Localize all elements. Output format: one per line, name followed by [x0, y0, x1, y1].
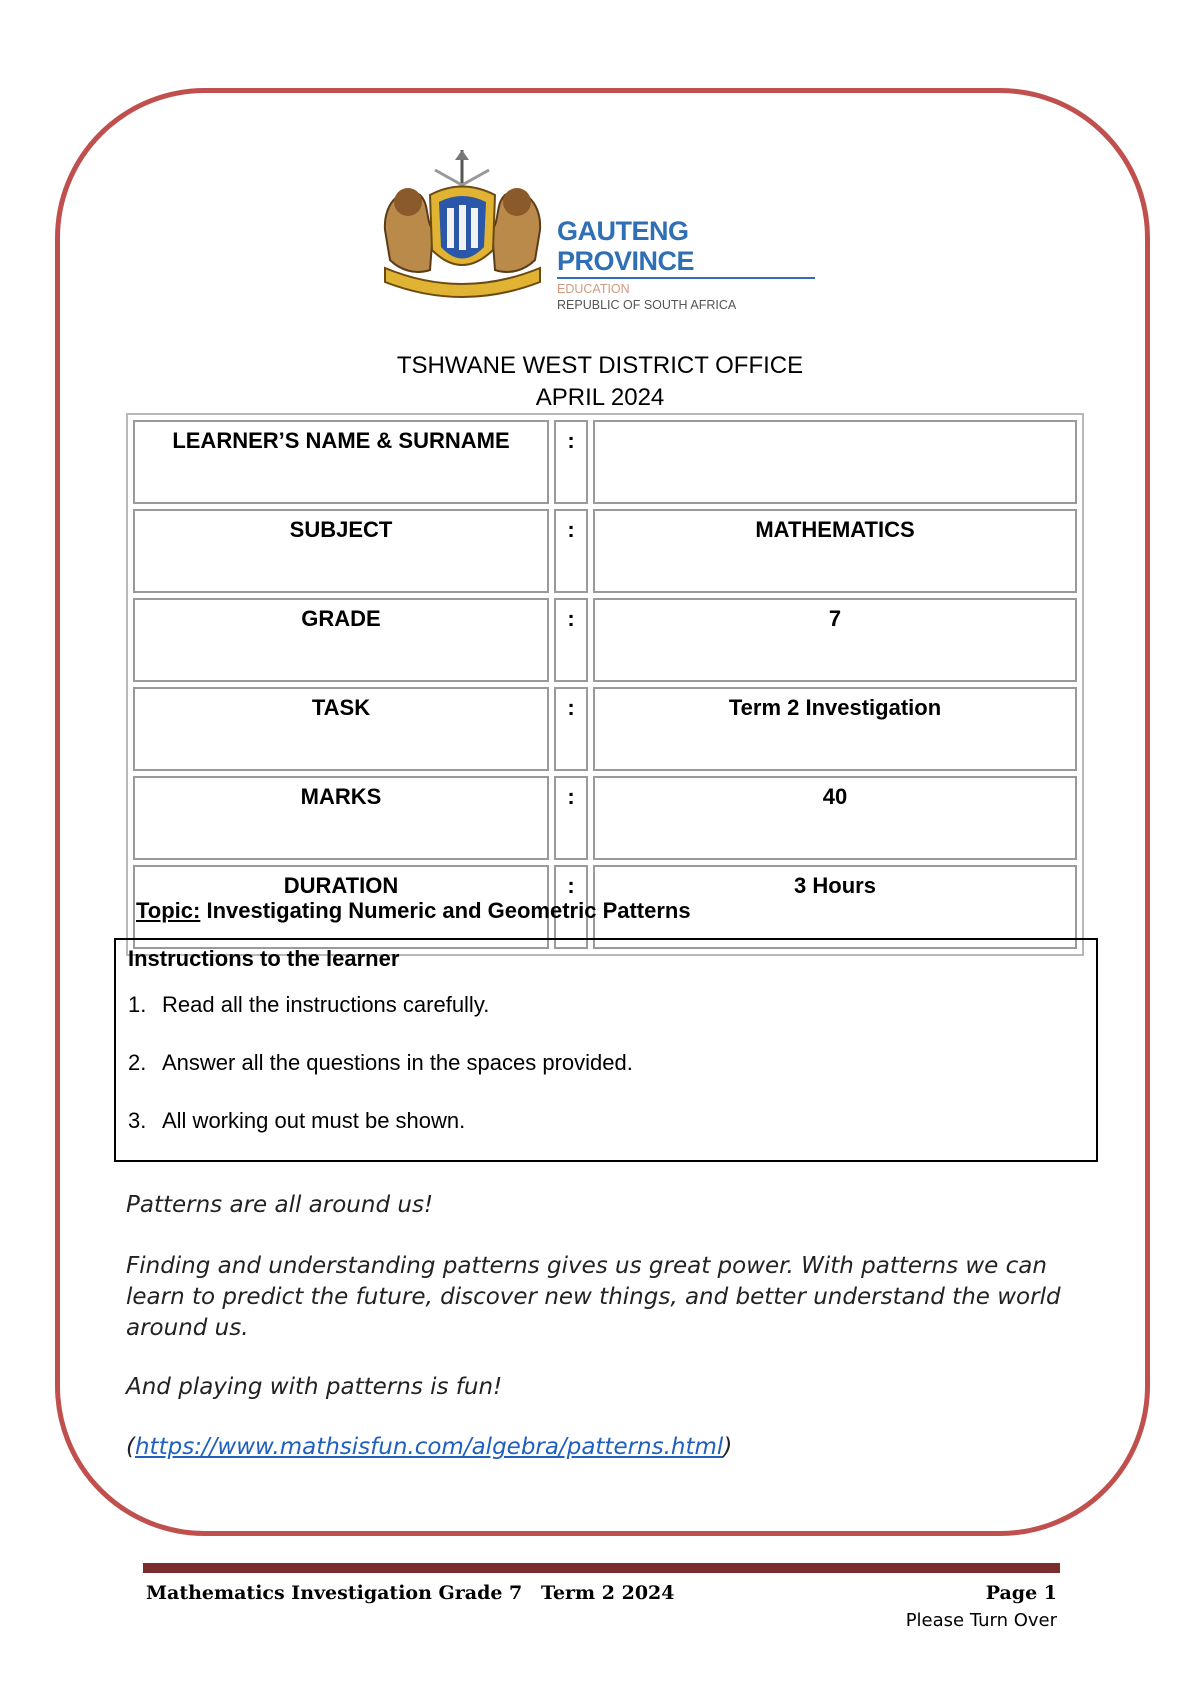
- item-text: Answer all the questions in the spaces provided.: [162, 1050, 633, 1075]
- logo-country: REPUBLIC OF SOUTH AFRICA: [557, 298, 737, 312]
- colon-cell: :: [554, 776, 588, 860]
- table-row: [133, 420, 1077, 504]
- colon-cell: :: [554, 420, 588, 504]
- footer-page-number: Page 1: [985, 1582, 1057, 1604]
- label-cell: TASK: [133, 687, 549, 771]
- label-cell: LEARNER’S NAME & SURNAME: [133, 420, 549, 504]
- learner-name-field[interactable]: [593, 420, 1077, 504]
- colon-cell: :: [554, 865, 588, 949]
- source-citation: [126, 1432, 1086, 1463]
- value-cell: 7: [593, 598, 1077, 682]
- item-number: 2.: [128, 1050, 147, 1075]
- label-cell: GRADE: [133, 598, 549, 682]
- district-office: TSHWANE WEST DISTRICT OFFICE: [396, 352, 804, 379]
- intro-paragraph-3: And playing with patterns is fun!: [126, 1374, 503, 1400]
- footer-divider: [143, 1563, 1060, 1573]
- list-item: [128, 1108, 1084, 1134]
- logo-title: GAUTENG PROVINCE: [557, 216, 815, 279]
- item-text: Read all the instructions carefully.: [162, 992, 490, 1017]
- label-cell: MARKS: [133, 776, 549, 860]
- coat-of-arms-icon: [375, 150, 550, 300]
- item-number: 1.: [128, 992, 147, 1017]
- table-row: [133, 687, 1077, 771]
- table-row: [133, 509, 1077, 593]
- footer-subject: Mathematics Investigation Grade 7: [146, 1582, 523, 1604]
- instructions-title: Instructions to the learner: [128, 946, 400, 971]
- item-number: 3.: [128, 1108, 147, 1133]
- footer-term: Term 2 2024: [541, 1582, 675, 1604]
- exam-date: APRIL 2024: [535, 384, 665, 411]
- source-link[interactable]: https://www.mathsisfun.com/algebra/patterns.html: [134, 1434, 724, 1460]
- gauteng-logo: [375, 150, 815, 312]
- paren-open: (: [126, 1434, 135, 1460]
- value-cell: 3 Hours: [593, 865, 1077, 949]
- colon-cell: :: [554, 687, 588, 771]
- table-row: [133, 776, 1077, 860]
- paren-close: ): [723, 1434, 733, 1460]
- value-cell: MATHEMATICS: [593, 509, 1077, 593]
- logo-education: EDUCATION: [557, 282, 630, 296]
- value-cell: 40: [593, 776, 1077, 860]
- item-text: All working out must be shown.: [162, 1108, 466, 1133]
- please-turn-over: Please Turn Over: [905, 1610, 1057, 1631]
- list-item: [128, 1050, 1084, 1076]
- list-item: [128, 992, 1084, 1018]
- intro-paragraph-2: Finding and understanding patterns gives us great power. With patterns we can learn to predict the future, discover new things, and better understand the world around us.: [126, 1253, 1061, 1341]
- topic-line: [136, 898, 691, 924]
- instructions-box: [114, 938, 1098, 1162]
- intro-paragraph-1: Patterns are all around us!: [126, 1192, 434, 1218]
- label-cell: DURATION: [133, 865, 549, 949]
- topic-text: Investigating Numeric and Geometric Patterns: [200, 898, 691, 923]
- topic-label: Topic:: [136, 898, 201, 923]
- colon-cell: :: [554, 598, 588, 682]
- table-row: [133, 598, 1077, 682]
- value-cell: Term 2 Investigation: [593, 687, 1077, 771]
- learner-info-table: [126, 413, 1084, 956]
- label-cell: SUBJECT: [133, 509, 549, 593]
- colon-cell: :: [554, 509, 588, 593]
